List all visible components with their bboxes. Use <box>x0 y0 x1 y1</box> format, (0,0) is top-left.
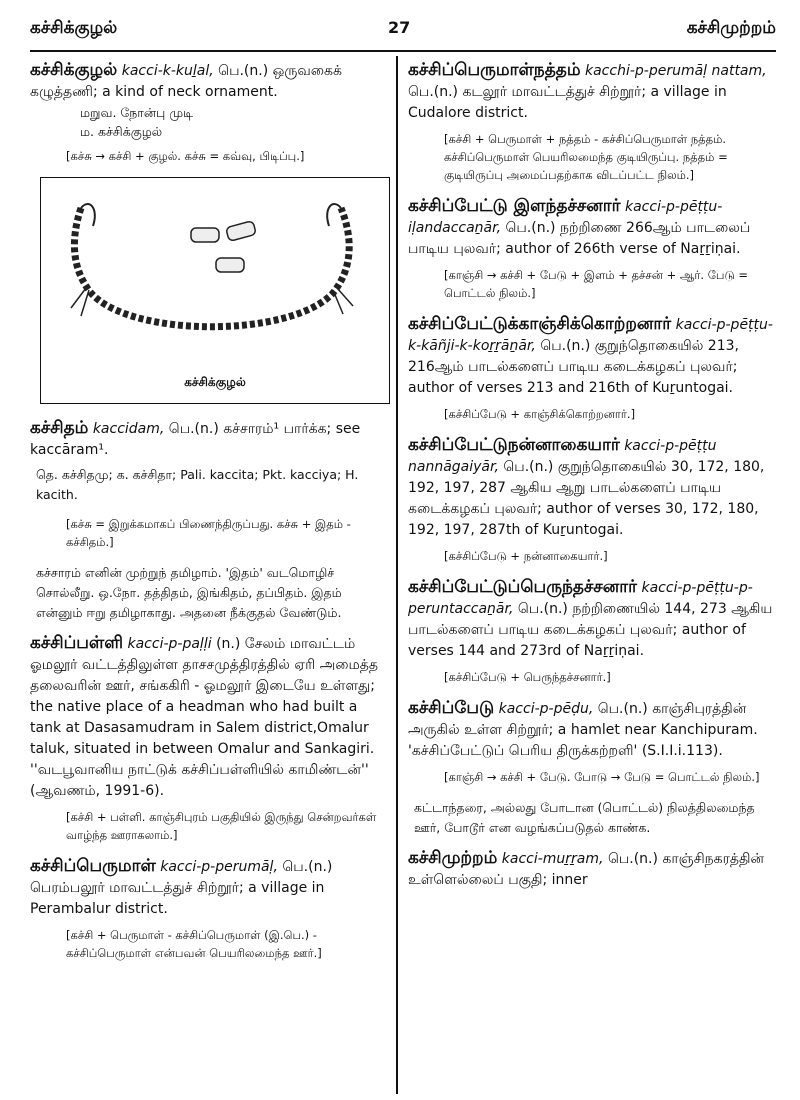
headword: கச்சிமுற்றம் <box>408 848 498 868</box>
synonym-line: மறுவ. நோன்பு முடி <box>80 105 194 120</box>
definition: பெ.(n.) நற்றிணையில் 144, 273 ஆகிய பாடல்களைப் பாடிய கடைக்கழகப் புலவர்; author of verses 144 and 273rd of Naṟṟiṇai. <box>408 601 773 659</box>
usage-note: கட்டாந்தரை, அல்லது போடான (பொட்டல்) நிலத்திலமைந்த ஊர், போடூர் என வழங்கப்படுதல் காண்க. <box>414 800 755 835</box>
ornament-illustration <box>40 177 390 404</box>
running-head-left: கச்சிக்குழல் <box>30 18 118 38</box>
cognates: தெ. கச்சிதமு; க. கச்சிதா; Pali. kaccita; Pkt. kacciya; H. kacith. <box>36 467 359 502</box>
etymology: [கச்சிப்பேடு + நன்னாகையார்.] <box>444 549 608 563</box>
definition: பெ.(n.) பெரம்பலூர் மாவட்டத்துச் சிற்றூர்; a village in Perambalur district. <box>30 859 333 917</box>
dictionary-entry <box>408 577 778 686</box>
headword: கச்சிப்பேட்டுக்காஞ்சிக்கொற்றனார் <box>408 314 672 334</box>
headword: கச்சிதம் <box>30 418 89 438</box>
transliteration: kacci-p-pēṭṭu-k-kāñji-k-koṟṟāṉār, <box>408 317 773 354</box>
dictionary-entry <box>408 698 778 838</box>
headword: கச்சிக்குழல் <box>30 60 118 80</box>
etymology: [கச்சிப்பேடு + பெருந்தச்சனார்.] <box>444 670 611 684</box>
etymology: [கச்சி + பெருமாள் + நத்தம் - கச்சிப்பெருமாள் நத்தம். கச்சிப்பெருமாள் பெயரிலமைந்த குடியிருப்பு. நத்தம் = குடியிருப்பு அமைப்பதற்காக விடப்பட்ட நிலம்.] <box>444 132 728 182</box>
transliteration: kacci-p-pēṭṭu-iḷandaccaṉār, <box>408 199 723 236</box>
etymology: [கச்சி + பெருமாள் - கச்சிப்பெருமாள் (இ.பெ.) - கச்சிப்பெருமாள் என்பவன் பெயரிலமைந்த ஊர்.] <box>66 928 322 960</box>
headword: கச்சிப்பேட்டு இளந்தச்சனார் <box>408 196 621 216</box>
transliteration: kacci-p-paḷḷi <box>127 636 212 652</box>
transliteration: kacci-muṟṟam, <box>501 851 604 867</box>
left-column <box>30 60 390 1094</box>
definition: பெ.(n.) கச்சாரம்¹ பார்க்க; see kaccāram¹. <box>30 421 361 458</box>
etymology: [கச்சி + பள்ளி. காஞ்சிபுரம் பகுதியில் இருந்து சென்றவர்கள் வாழ்ந்த ஊராகலாம்.] <box>66 810 377 842</box>
dictionary-entry <box>408 314 778 423</box>
dictionary-entry <box>408 196 778 302</box>
etymology: [காஞ்சி → கச்சி + பேடு. போடு → பேடு = பொட்டல் நிலம்.] <box>444 770 760 784</box>
headword: கச்சிப்பேட்டுப்பெருந்தச்சனார் <box>408 577 638 597</box>
necklace-drawing <box>41 178 381 403</box>
definition: பெ.(n.) குறுந்தொகையில் 30, 172, 180, 192, 197, 287 ஆகிய ஆறு பாடல்களைப் பாடிய கடைக்கழகப் புலவர்; author of verses 30, 172, 180, 192, 197, 287th of Kuṟuntogai. <box>408 459 765 538</box>
transliteration: kacci-p-pēṭṭu nannāgaiyār, <box>408 438 717 475</box>
transliteration: kacchi-p-perumāḷ nattam, <box>584 63 767 79</box>
dictionary-entry <box>408 435 778 565</box>
page-number: 27 <box>388 18 411 37</box>
etymology: [கச்சு = இறுக்கமாகப் பிணைந்திருப்பது. கச்சு + இதம் - கச்சிதம்.] <box>66 517 351 549</box>
page-header <box>30 10 776 52</box>
dictionary-entry <box>30 856 390 962</box>
definition: பெ.(n.) காஞ்சிபுரத்தின் அருகில் உள்ள சிற்றூர்; a hamlet near Kanchipuram. 'கச்சிப்பேட்டுப் பெரிய திருக்கற்றளி' (S.I.I.i.113). <box>408 701 758 759</box>
cognate-line: ம. கச்சிக்குழல் <box>80 124 163 139</box>
headword: கச்சிப்பள்ளி <box>30 633 124 653</box>
etymology: [காஞ்சி → கச்சி + பேடு + இளம் + தச்சன் + ஆர். பேடு = பொட்டல் நிலம்.] <box>444 268 748 300</box>
transliteration: kacci-p-pēḍu, <box>498 701 594 717</box>
headword: கச்சிப்பெருமாள்நத்தம் <box>408 60 581 80</box>
dictionary-entry <box>30 418 390 623</box>
dictionary-entry <box>30 633 390 844</box>
headword: கச்சிப்பேடு <box>408 698 495 718</box>
dictionary-entry <box>30 60 390 165</box>
transliteration: kacci-p-perumāḷ, <box>160 859 278 875</box>
headword: கச்சிப்பெருமாள் <box>30 856 156 876</box>
figure-caption: கச்சிக்குழல் <box>184 375 246 389</box>
transliteration: kaccidam, <box>92 421 165 437</box>
definition: பெ.(n.) நற்றிணை 266ஆம் பாடலைப் பாடிய புலவர்; author of 266th verse of Naṟṟiṇai. <box>408 220 751 257</box>
dictionary-entry <box>408 848 778 891</box>
dictionary-entry <box>408 60 778 184</box>
transliteration: kacci-p-pēṭṭu-p- peruntaccaṉār, <box>408 580 753 617</box>
definition: (n.) சேலம் மாவட்டம் ஓமலூர் வட்டத்திலுள்ள தாசசமுத்திரத்தில் ஏரி அமைத்த தலைவரின் ஊர், சங்ககிரி - ஓமலூர் இடையே உள்ளது; the native place of a headman who had built a tank at Dasasamudram in Salem district,Omalur taluk, situated in between Omalur and Sankagiri. ''வடபூவானிய நாட்டுக் கச்சிப்பள்ளியில் காமிண்டன்'' (ஆவணம், 1991-6). <box>30 636 379 799</box>
etymology: [கச்சிப்பேடு + காஞ்சிக்கொற்றனார்.] <box>444 407 636 421</box>
definition: பெ.(n.) ஒருவகைக் கழுத்தணி; a kind of neck ornament. <box>30 63 342 100</box>
transliteration: kacci-k-kuḻal, <box>121 63 214 79</box>
running-head-right: கச்சிமுற்றம் <box>686 18 776 38</box>
column-divider <box>396 56 398 1094</box>
headword: கச்சிப்பேட்டுநன்னாகையார் <box>408 435 620 455</box>
usage-note: கச்சாரம் எனின் முற்றுந் தமிழாம். 'இதம்' வடமொழிச் சொல்லீறு. ஒ.நோ. தத்திதம், இங்கிதம், தப்பிதம். இதம் என்னும் ஈறு தமிழாகாது. அதனை நீக்குதல் வேண்டும். <box>36 565 342 620</box>
right-column <box>408 60 778 1094</box>
definition: பெ.(n.) குறுந்தொகையில் 213, 216ஆம் பாடல்களைப் பாடிய கடைக்கழகப் புலவர்; author of verses 213 and 216th of Kuṟuntogai. <box>408 338 739 396</box>
definition: பெ.(n.) கடலூர் மாவட்டத்துச் சிற்றூர்; a village in Cudalore district. <box>408 84 727 121</box>
definition: பெ.(n.) காஞ்சிநகரத்தின் உள்ளெல்லைப் பகுதி; inner <box>408 851 765 888</box>
etymology: [கச்சு → கச்சி + குழல். கச்சு = கவ்வு, பிடிப்பு.] <box>66 149 305 163</box>
